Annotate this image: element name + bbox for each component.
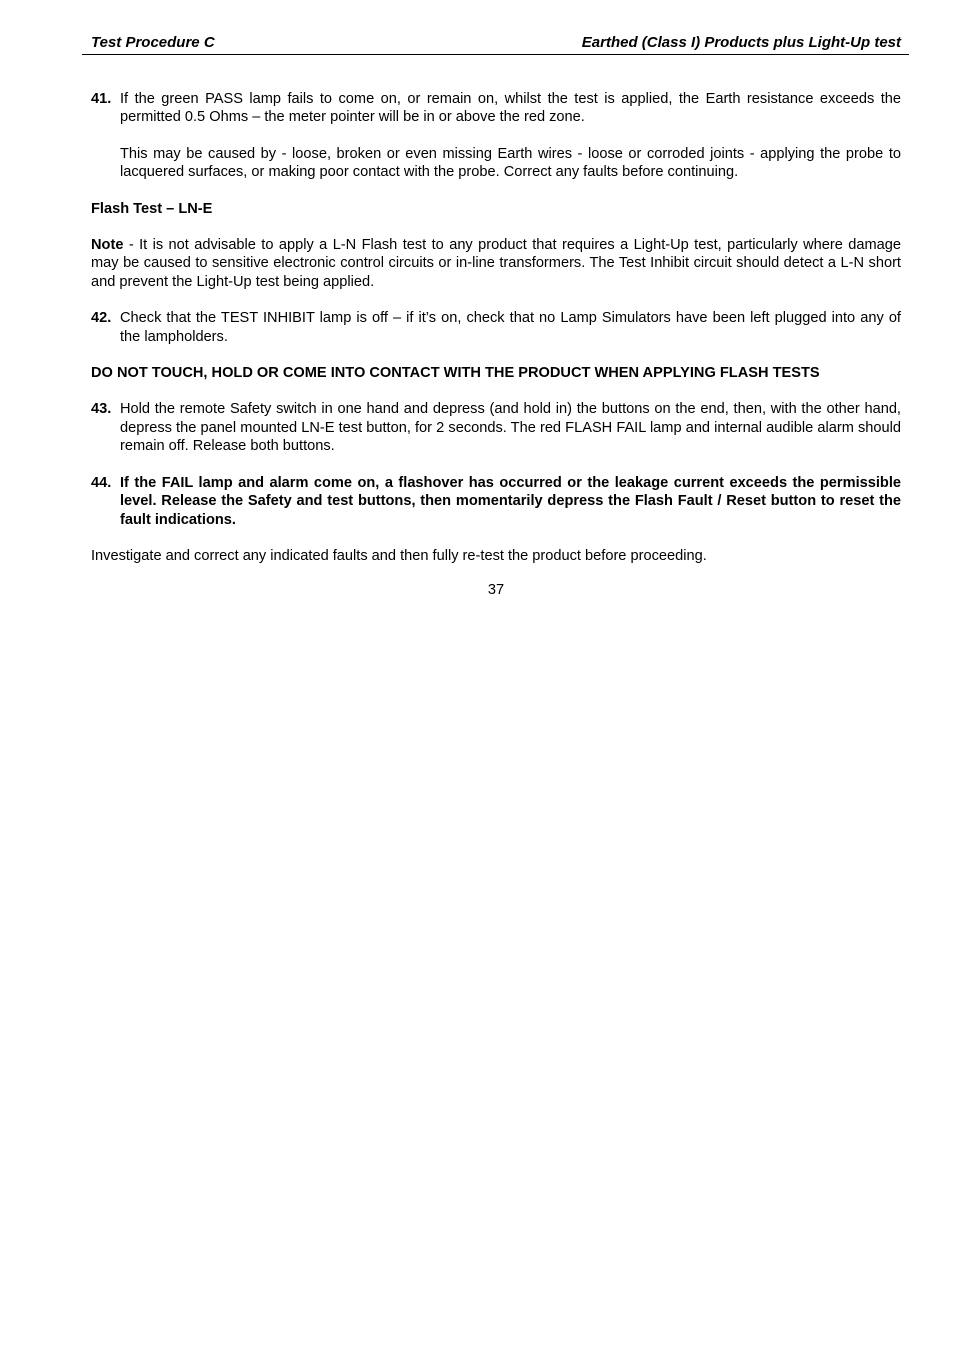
step-text: Hold the remote Safety switch in one hand and depress (and hold in) the buttons on the end, then, with the other hand, depress the panel mounted LN-E test button, for 2 seconds. The red FLASH FAIL lamp and internal audible alarm should remain off. Release both buttons. (120, 401, 901, 455)
header-document-title: Earthed (Class I) Products plus Light-Up test (581, 34, 901, 51)
safety-warning: DO NOT TOUCH, HOLD OR COME INTO CONTACT WITH THE PRODUCT WHEN APPLYING FLASH TESTS (91, 365, 820, 382)
step-number: 41. (91, 91, 112, 107)
header-section-title: Test Procedure C (91, 34, 215, 51)
page-header (82, 33, 909, 55)
note-label: Note (91, 237, 124, 254)
step-number: 44. (91, 474, 112, 491)
step-text: If the FAIL lamp and alarm come on, a flashover has occurred or the leakage current exceeds the permissible level. Release the Safety and test buttons, then momentarily depress the Flash Fault / Reset button to reset the fault indications. (120, 474, 901, 528)
step-number: 43. (91, 401, 112, 418)
step-41 (91, 90, 901, 127)
step-text: Check that the TEST INHIBIT lamp is off – if it’s on, check that no Lamp Simulators have been left plugged into any of the lampholders. (120, 310, 901, 345)
step-43 (91, 400, 901, 455)
section-heading-flash-test: Flash Test – LN-E (91, 200, 213, 217)
step-text: If the green PASS lamp fails to come on, or remain on, whilst the test is applied, the Earth resistance exceeds the permitted 0.5 Ohms – the meter pointer will be in or above the red zone. (120, 91, 901, 126)
step-44 (91, 474, 901, 529)
note-paragraph (91, 236, 901, 291)
page-number: 37 (487, 582, 505, 599)
step-number: 42. (91, 310, 112, 327)
closing-paragraph: Investigate and correct any indicated faults and then fully re-test the product before proceeding. (91, 547, 707, 564)
step-41-followup: This may be caused by - loose, broken or even missing Earth wires - loose or corroded joints - applying the probe to lacquered surfaces, or making poor contact with the probe. Correct any faults before continuing. (120, 145, 901, 181)
note-text: - It is not advisable to apply a L-N Flash test to any product that requires a Light-Up test, particularly where damage may be caused to sensitive electronic control circuits or in-line transformers. The Test Inhibit circuit should detect a L-N short and prevent the Light-Up test being applied. (91, 237, 901, 290)
step-42 (91, 309, 901, 346)
page-content (91, 90, 901, 600)
